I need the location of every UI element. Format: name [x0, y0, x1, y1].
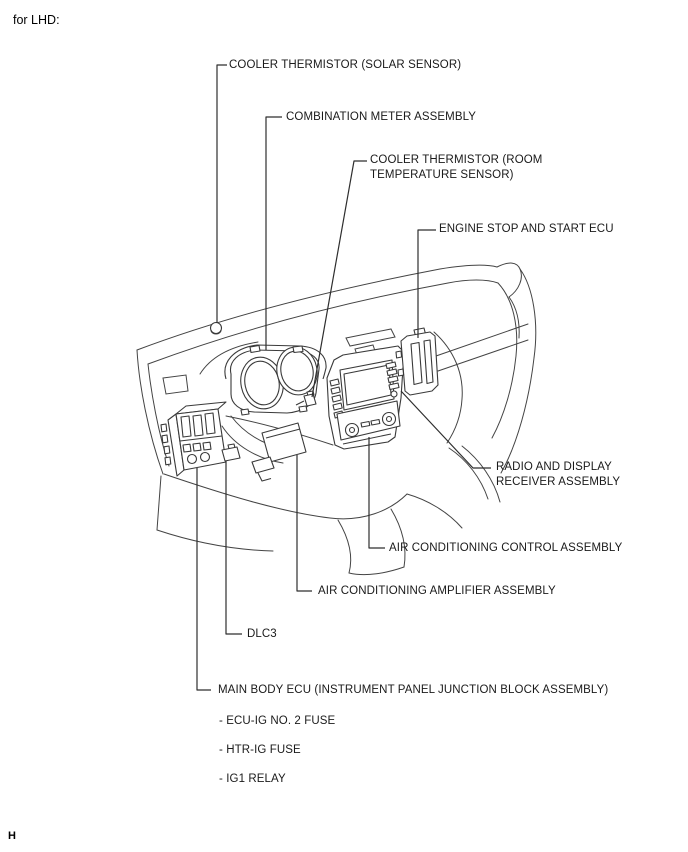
- label-engine-stop-start-ecu: ENGINE STOP AND START ECU: [439, 223, 614, 235]
- solar-sensor-drawing: [211, 323, 222, 335]
- label-cooler-thermistor-room: [370, 153, 542, 182]
- dlc3-drawing: [222, 444, 240, 461]
- label-radio-display-line1: RADIO AND DISPLAY: [496, 461, 612, 473]
- label-cooler-thermistor-room-line1: COOLER THERMISTOR (ROOM: [370, 154, 543, 166]
- label-dlc3: DLC3: [247, 628, 277, 640]
- leader-ac-control: [369, 437, 385, 548]
- label-ecu-ig-no2-fuse: - ECU-IG NO. 2 FUSE: [219, 715, 336, 727]
- component-drawings: [161, 323, 438, 482]
- main-body-ecu-drawing: [161, 402, 226, 476]
- leader-main-body-ecu: [197, 468, 211, 690]
- label-ig1-relay: - IG1 RELAY: [219, 773, 286, 785]
- label-ac-amplifier: AIR CONDITIONING AMPLIFIER ASSEMBLY: [318, 585, 556, 597]
- leader-ac-amplifier: [297, 455, 312, 591]
- label-combination-meter: COMBINATION METER ASSEMBLY: [286, 111, 477, 123]
- leader-cooler-thermistor-solar: [217, 65, 227, 323]
- page-footer-mark: H: [8, 830, 16, 842]
- label-radio-display-line2: RECEIVER ASSEMBLY: [496, 475, 621, 488]
- leader-engine-stop-start-ecu: [418, 230, 436, 338]
- label-htr-ig-fuse: - HTR-IG FUSE: [219, 744, 301, 756]
- leader-radio-display: [401, 391, 491, 468]
- label-radio-display: [496, 460, 620, 489]
- label-cooler-thermistor-solar: COOLER THERMISTOR (SOLAR SENSOR): [229, 59, 462, 71]
- label-cooler-thermistor-room-line2: TEMPERATURE SENSOR): [370, 168, 514, 181]
- leader-combination-meter: [266, 117, 282, 350]
- variant-note: for LHD:: [13, 13, 60, 27]
- label-main-body-ecu: MAIN BODY ECU (INSTRUMENT PANEL JUNCTION BLOCK ASSEMBLY): [218, 684, 609, 696]
- label-ac-control: AIR CONDITIONING CONTROL ASSEMBLY: [389, 542, 623, 554]
- ac-amplifier-drawing: [252, 423, 306, 481]
